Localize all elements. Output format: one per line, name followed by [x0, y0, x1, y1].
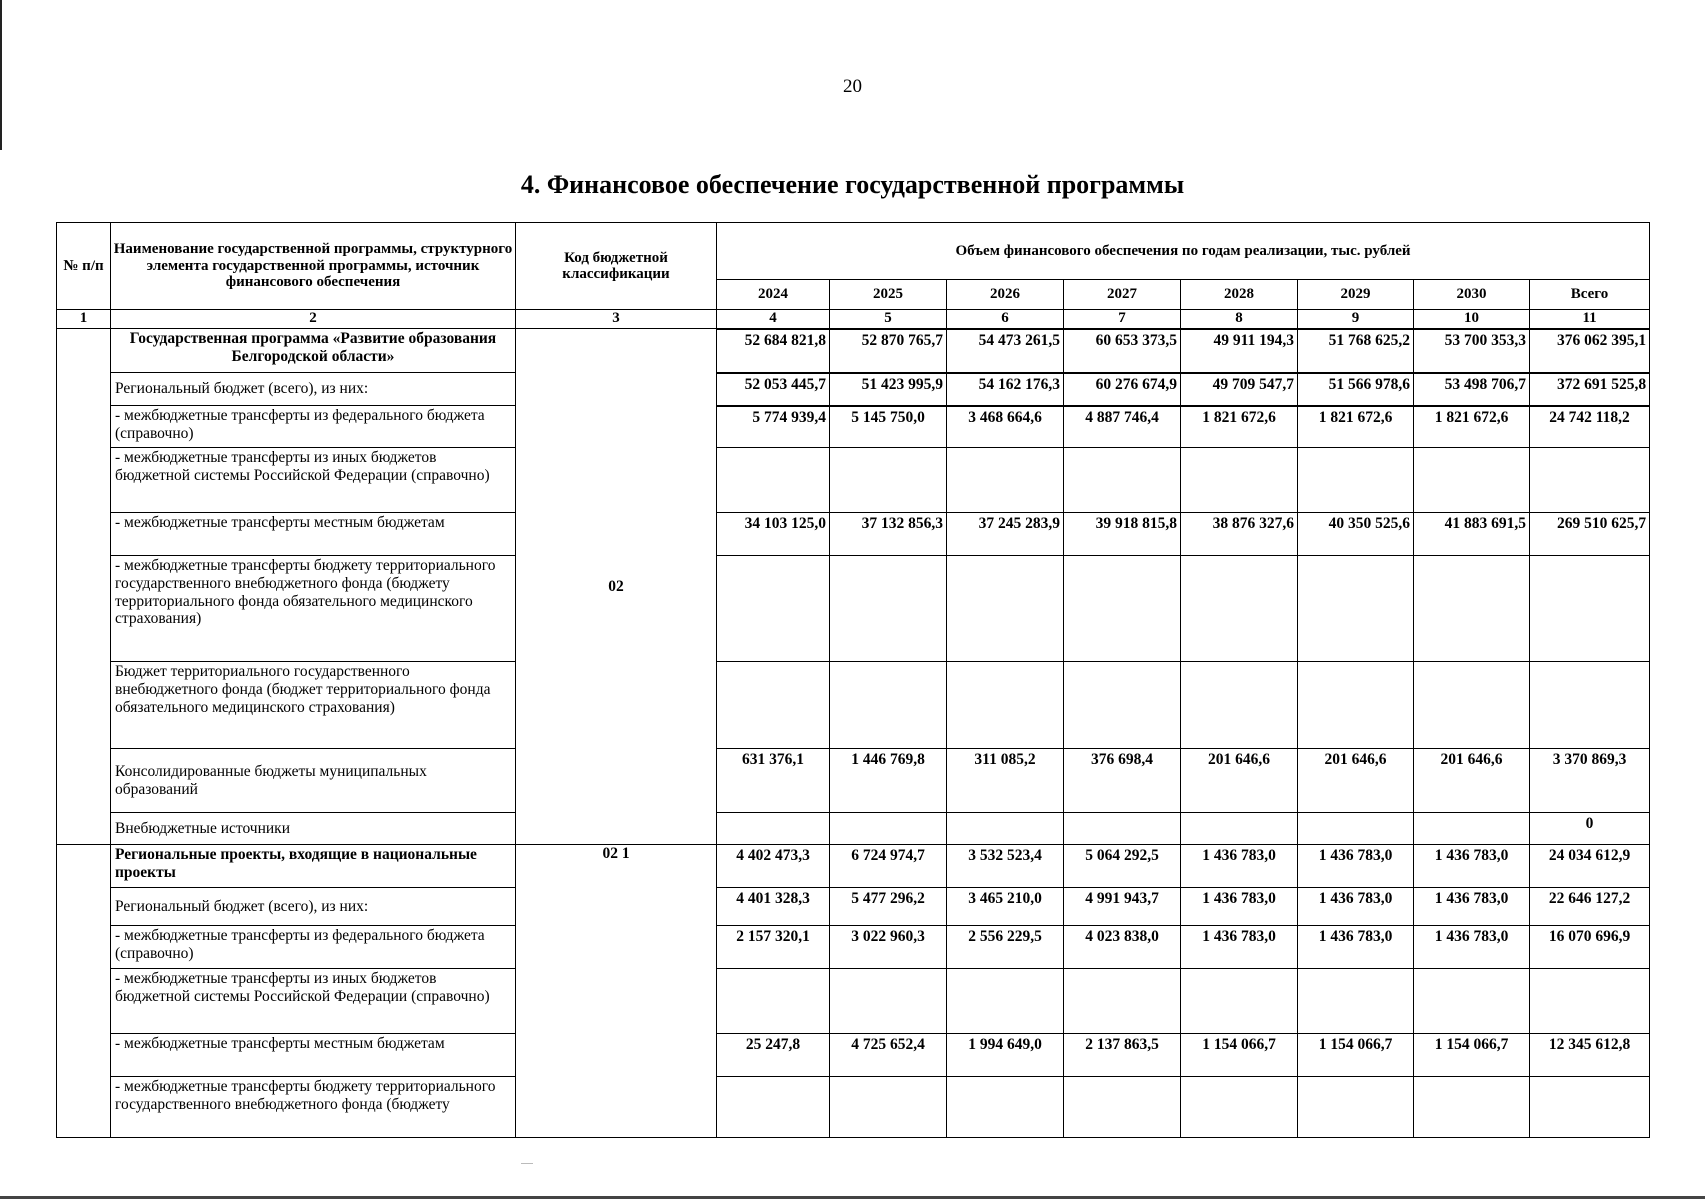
header-num: № п/п: [57, 223, 111, 310]
table-row: [57, 662, 1650, 749]
value-cell: 3 532 523,4: [947, 845, 1064, 888]
value-cell: [1298, 1077, 1414, 1138]
value-total: 12 345 612,8: [1530, 1034, 1650, 1077]
table-row: [57, 845, 1650, 888]
value-cell: 51 423 995,9: [830, 373, 947, 406]
financing-table: [56, 222, 1650, 1138]
value-cell: 1 436 783,0: [1298, 845, 1414, 888]
scan-left-edge: [0, 0, 2, 150]
value-cell: 201 646,6: [1181, 749, 1298, 813]
value-cell: [1181, 448, 1298, 513]
value-cell: 51 768 625,2: [1298, 329, 1414, 373]
value-total: 16 070 696,9: [1530, 926, 1650, 969]
document-title: 4. Финансовое обеспечение государственной программы: [520, 170, 1185, 199]
row-number-cell: [57, 845, 111, 1138]
budget-code: 02 1: [516, 845, 717, 1138]
table-row: [57, 329, 1650, 373]
value-cell: 60 276 674,9: [1064, 373, 1181, 406]
row-name: - межбюджетные трансферты местным бюджетам: [111, 1034, 516, 1077]
value-cell: [947, 1077, 1064, 1138]
value-total: 269 510 625,7: [1530, 513, 1650, 556]
row-name: Бюджет территориального государственного внебюджетного фонда (бюджет территориального фонда обязательного медицинского страхования): [111, 662, 516, 749]
page-number: 20: [843, 76, 862, 97]
value-cell: [1414, 969, 1530, 1034]
value-cell: 1 154 066,7: [1181, 1034, 1298, 1077]
row-name: Государственная программа «Развитие образования Белгородской области»: [111, 329, 516, 373]
table-row: [57, 1077, 1650, 1138]
row-name: - межбюджетные трансферты из федерального бюджета (справочно): [111, 926, 516, 969]
value-cell: [947, 662, 1064, 749]
value-cell: [947, 448, 1064, 513]
table-row: [57, 406, 1650, 448]
row-number-cell: [57, 329, 111, 845]
row-name: - межбюджетные трансферты из иных бюджетов бюджетной системы Российской Федерации (справочно): [111, 969, 516, 1034]
header-year: 2024: [717, 280, 830, 310]
value-cell: [830, 448, 947, 513]
value-cell: 34 103 125,0: [717, 513, 830, 556]
value-total: [1530, 448, 1650, 513]
value-cell: 54 473 261,5: [947, 329, 1064, 373]
row-name: Региональные проекты, входящие в национальные проекты: [111, 845, 516, 888]
value-cell: 52 053 445,7: [717, 373, 830, 406]
value-cell: 60 653 373,5: [1064, 329, 1181, 373]
value-cell: [1298, 662, 1414, 749]
value-total: 376 062 395,1: [1530, 329, 1650, 373]
value-cell: [1181, 813, 1298, 845]
value-cell: [1181, 556, 1298, 662]
column-number: 3: [516, 310, 717, 329]
value-cell: 37 245 283,9: [947, 513, 1064, 556]
value-cell: [1414, 556, 1530, 662]
column-number: 10: [1414, 310, 1530, 329]
value-total: 24 034 612,9: [1530, 845, 1650, 888]
value-cell: 38 876 327,6: [1181, 513, 1298, 556]
row-name: Региональный бюджет (всего), из них:: [111, 373, 516, 406]
value-cell: [1414, 813, 1530, 845]
value-cell: 6 724 974,7: [830, 845, 947, 888]
value-cell: 4 402 473,3: [717, 845, 830, 888]
value-cell: [1181, 969, 1298, 1034]
row-name: - межбюджетные трансферты из иных бюджетов бюджетной системы Российской Федерации (справочно): [111, 448, 516, 513]
value-cell: 5 064 292,5: [1064, 845, 1181, 888]
value-cell: 3 022 960,3: [830, 926, 947, 969]
value-cell: [1064, 969, 1181, 1034]
value-cell: 53 700 353,3: [1414, 329, 1530, 373]
row-name: - межбюджетные трансферты из федерального бюджета (справочно): [111, 406, 516, 448]
row-name: - межбюджетные трансферты местным бюджетам: [111, 513, 516, 556]
value-cell: 201 646,6: [1298, 749, 1414, 813]
value-cell: [717, 448, 830, 513]
value-total: [1530, 662, 1650, 749]
value-total: 22 646 127,2: [1530, 888, 1650, 926]
row-name: Региональный бюджет (всего), из них:: [111, 888, 516, 926]
value-cell: [717, 813, 830, 845]
row-name: Внебюджетные источники: [111, 813, 516, 845]
value-cell: 1 436 783,0: [1414, 845, 1530, 888]
header-year: 2029: [1298, 280, 1414, 310]
value-cell: 2 556 229,5: [947, 926, 1064, 969]
header-year: 2025: [830, 280, 947, 310]
value-cell: 25 247,8: [717, 1034, 830, 1077]
value-cell: 37 132 856,3: [830, 513, 947, 556]
column-number: 2: [111, 310, 516, 329]
value-cell: [830, 969, 947, 1034]
header-year: 2026: [947, 280, 1064, 310]
value-cell: 53 498 706,7: [1414, 373, 1530, 406]
value-cell: [1064, 448, 1181, 513]
table-row: [57, 1034, 1650, 1077]
column-number: 5: [830, 310, 947, 329]
value-total: [1530, 556, 1650, 662]
column-number: 7: [1064, 310, 1181, 329]
value-cell: [1298, 448, 1414, 513]
value-cell: 631 376,1: [717, 749, 830, 813]
value-cell: 1 821 672,6: [1414, 406, 1530, 448]
value-cell: 1 436 783,0: [1298, 926, 1414, 969]
value-cell: 39 918 815,8: [1064, 513, 1181, 556]
value-cell: 1 821 672,6: [1298, 406, 1414, 448]
value-cell: 311 085,2: [947, 749, 1064, 813]
value-cell: 2 137 863,5: [1064, 1034, 1181, 1077]
value-cell: [830, 1077, 947, 1138]
row-name: - межбюджетные трансферты бюджету территориального государственного внебюджетного фонда (бюджету: [111, 1077, 516, 1138]
value-cell: 1 436 783,0: [1298, 888, 1414, 926]
value-cell: 5 774 939,4: [717, 406, 830, 448]
header-volume: Объем финансового обеспечения по годам реализации, тыс. рублей: [717, 223, 1650, 280]
header-total: Всего: [1530, 280, 1650, 310]
value-cell: [947, 969, 1064, 1034]
value-cell: [1298, 969, 1414, 1034]
value-cell: [717, 1077, 830, 1138]
header-year: 2030: [1414, 280, 1530, 310]
value-cell: [1414, 1077, 1530, 1138]
value-cell: [830, 556, 947, 662]
value-cell: 4 023 838,0: [1064, 926, 1181, 969]
value-cell: 52 870 765,7: [830, 329, 947, 373]
value-cell: 1 821 672,6: [1181, 406, 1298, 448]
row-name: - межбюджетные трансферты бюджету территориального государственного внебюджетного фонда (бюджету территориального фонда обязательного медицинского страхования): [111, 556, 516, 662]
column-number: 9: [1298, 310, 1414, 329]
value-cell: 3 465 210,0: [947, 888, 1064, 926]
value-cell: [1298, 813, 1414, 845]
value-cell: [947, 556, 1064, 662]
value-cell: 1 436 783,0: [1414, 888, 1530, 926]
value-total: 0: [1530, 813, 1650, 845]
value-cell: 201 646,6: [1414, 749, 1530, 813]
value-cell: [1181, 662, 1298, 749]
header-name: Наименование государственной программы, структурного элемента государственной программы, источник финансового обеспечения: [111, 223, 516, 310]
value-total: [1530, 1077, 1650, 1138]
value-cell: 1 436 783,0: [1181, 888, 1298, 926]
value-cell: 2 157 320,1: [717, 926, 830, 969]
value-cell: [717, 969, 830, 1034]
value-cell: 4 725 652,4: [830, 1034, 947, 1077]
value-cell: 54 162 176,3: [947, 373, 1064, 406]
value-cell: [830, 662, 947, 749]
value-total: 24 742 118,2: [1530, 406, 1650, 448]
table-row: [57, 749, 1650, 813]
value-cell: 376 698,4: [1064, 749, 1181, 813]
table-row: [57, 969, 1650, 1034]
value-cell: [1414, 448, 1530, 513]
header-code: Код бюджетной классификации: [516, 223, 717, 310]
value-cell: [830, 813, 947, 845]
budget-code: 02: [516, 329, 717, 845]
value-cell: 52 684 821,8: [717, 329, 830, 373]
column-number-row: [57, 310, 1650, 329]
header-year: 2027: [1064, 280, 1181, 310]
value-cell: 5 477 296,2: [830, 888, 947, 926]
value-cell: 1 994 649,0: [947, 1034, 1064, 1077]
table-row: [57, 513, 1650, 556]
value-cell: 4 887 746,4: [1064, 406, 1181, 448]
table-row: [57, 556, 1650, 662]
value-cell: 1 154 066,7: [1414, 1034, 1530, 1077]
table-row: [57, 926, 1650, 969]
value-cell: 41 883 691,5: [1414, 513, 1530, 556]
column-number: 4: [717, 310, 830, 329]
column-number: 6: [947, 310, 1064, 329]
value-total: [1530, 969, 1650, 1034]
value-cell: 49 911 194,3: [1181, 329, 1298, 373]
row-name: Консолидированные бюджеты муниципальных образований: [111, 749, 516, 813]
value-cell: [1181, 1077, 1298, 1138]
column-number: 1: [57, 310, 111, 329]
value-cell: 5 145 750,0: [830, 406, 947, 448]
value-cell: 51 566 978,6: [1298, 373, 1414, 406]
value-cell: 4 991 943,7: [1064, 888, 1181, 926]
value-cell: [1414, 662, 1530, 749]
value-cell: [947, 813, 1064, 845]
value-cell: [1298, 556, 1414, 662]
value-cell: 1 446 769,8: [830, 749, 947, 813]
value-total: 372 691 525,8: [1530, 373, 1650, 406]
value-total: 3 370 869,3: [1530, 749, 1650, 813]
column-number: 11: [1530, 310, 1650, 329]
value-cell: [717, 556, 830, 662]
column-number: 8: [1181, 310, 1298, 329]
value-cell: 1 436 783,0: [1181, 845, 1298, 888]
scan-bottom-edge: [0, 1196, 1705, 1199]
table-row: [57, 813, 1650, 845]
header-row-1: [57, 223, 1650, 280]
value-cell: 1 436 783,0: [1414, 926, 1530, 969]
value-cell: 40 350 525,6: [1298, 513, 1414, 556]
table-row: [57, 448, 1650, 513]
value-cell: [1064, 662, 1181, 749]
scan-artifact: [521, 1163, 533, 1164]
table-row: [57, 373, 1650, 406]
value-cell: 1 154 066,7: [1298, 1034, 1414, 1077]
table-row: [57, 888, 1650, 926]
value-cell: [1064, 813, 1181, 845]
value-cell: 49 709 547,7: [1181, 373, 1298, 406]
value-cell: [1064, 556, 1181, 662]
value-cell: [1064, 1077, 1181, 1138]
value-cell: 4 401 328,3: [717, 888, 830, 926]
header-year: 2028: [1181, 280, 1298, 310]
value-cell: [717, 662, 830, 749]
value-cell: 1 436 783,0: [1181, 926, 1298, 969]
value-cell: 3 468 664,6: [947, 406, 1064, 448]
